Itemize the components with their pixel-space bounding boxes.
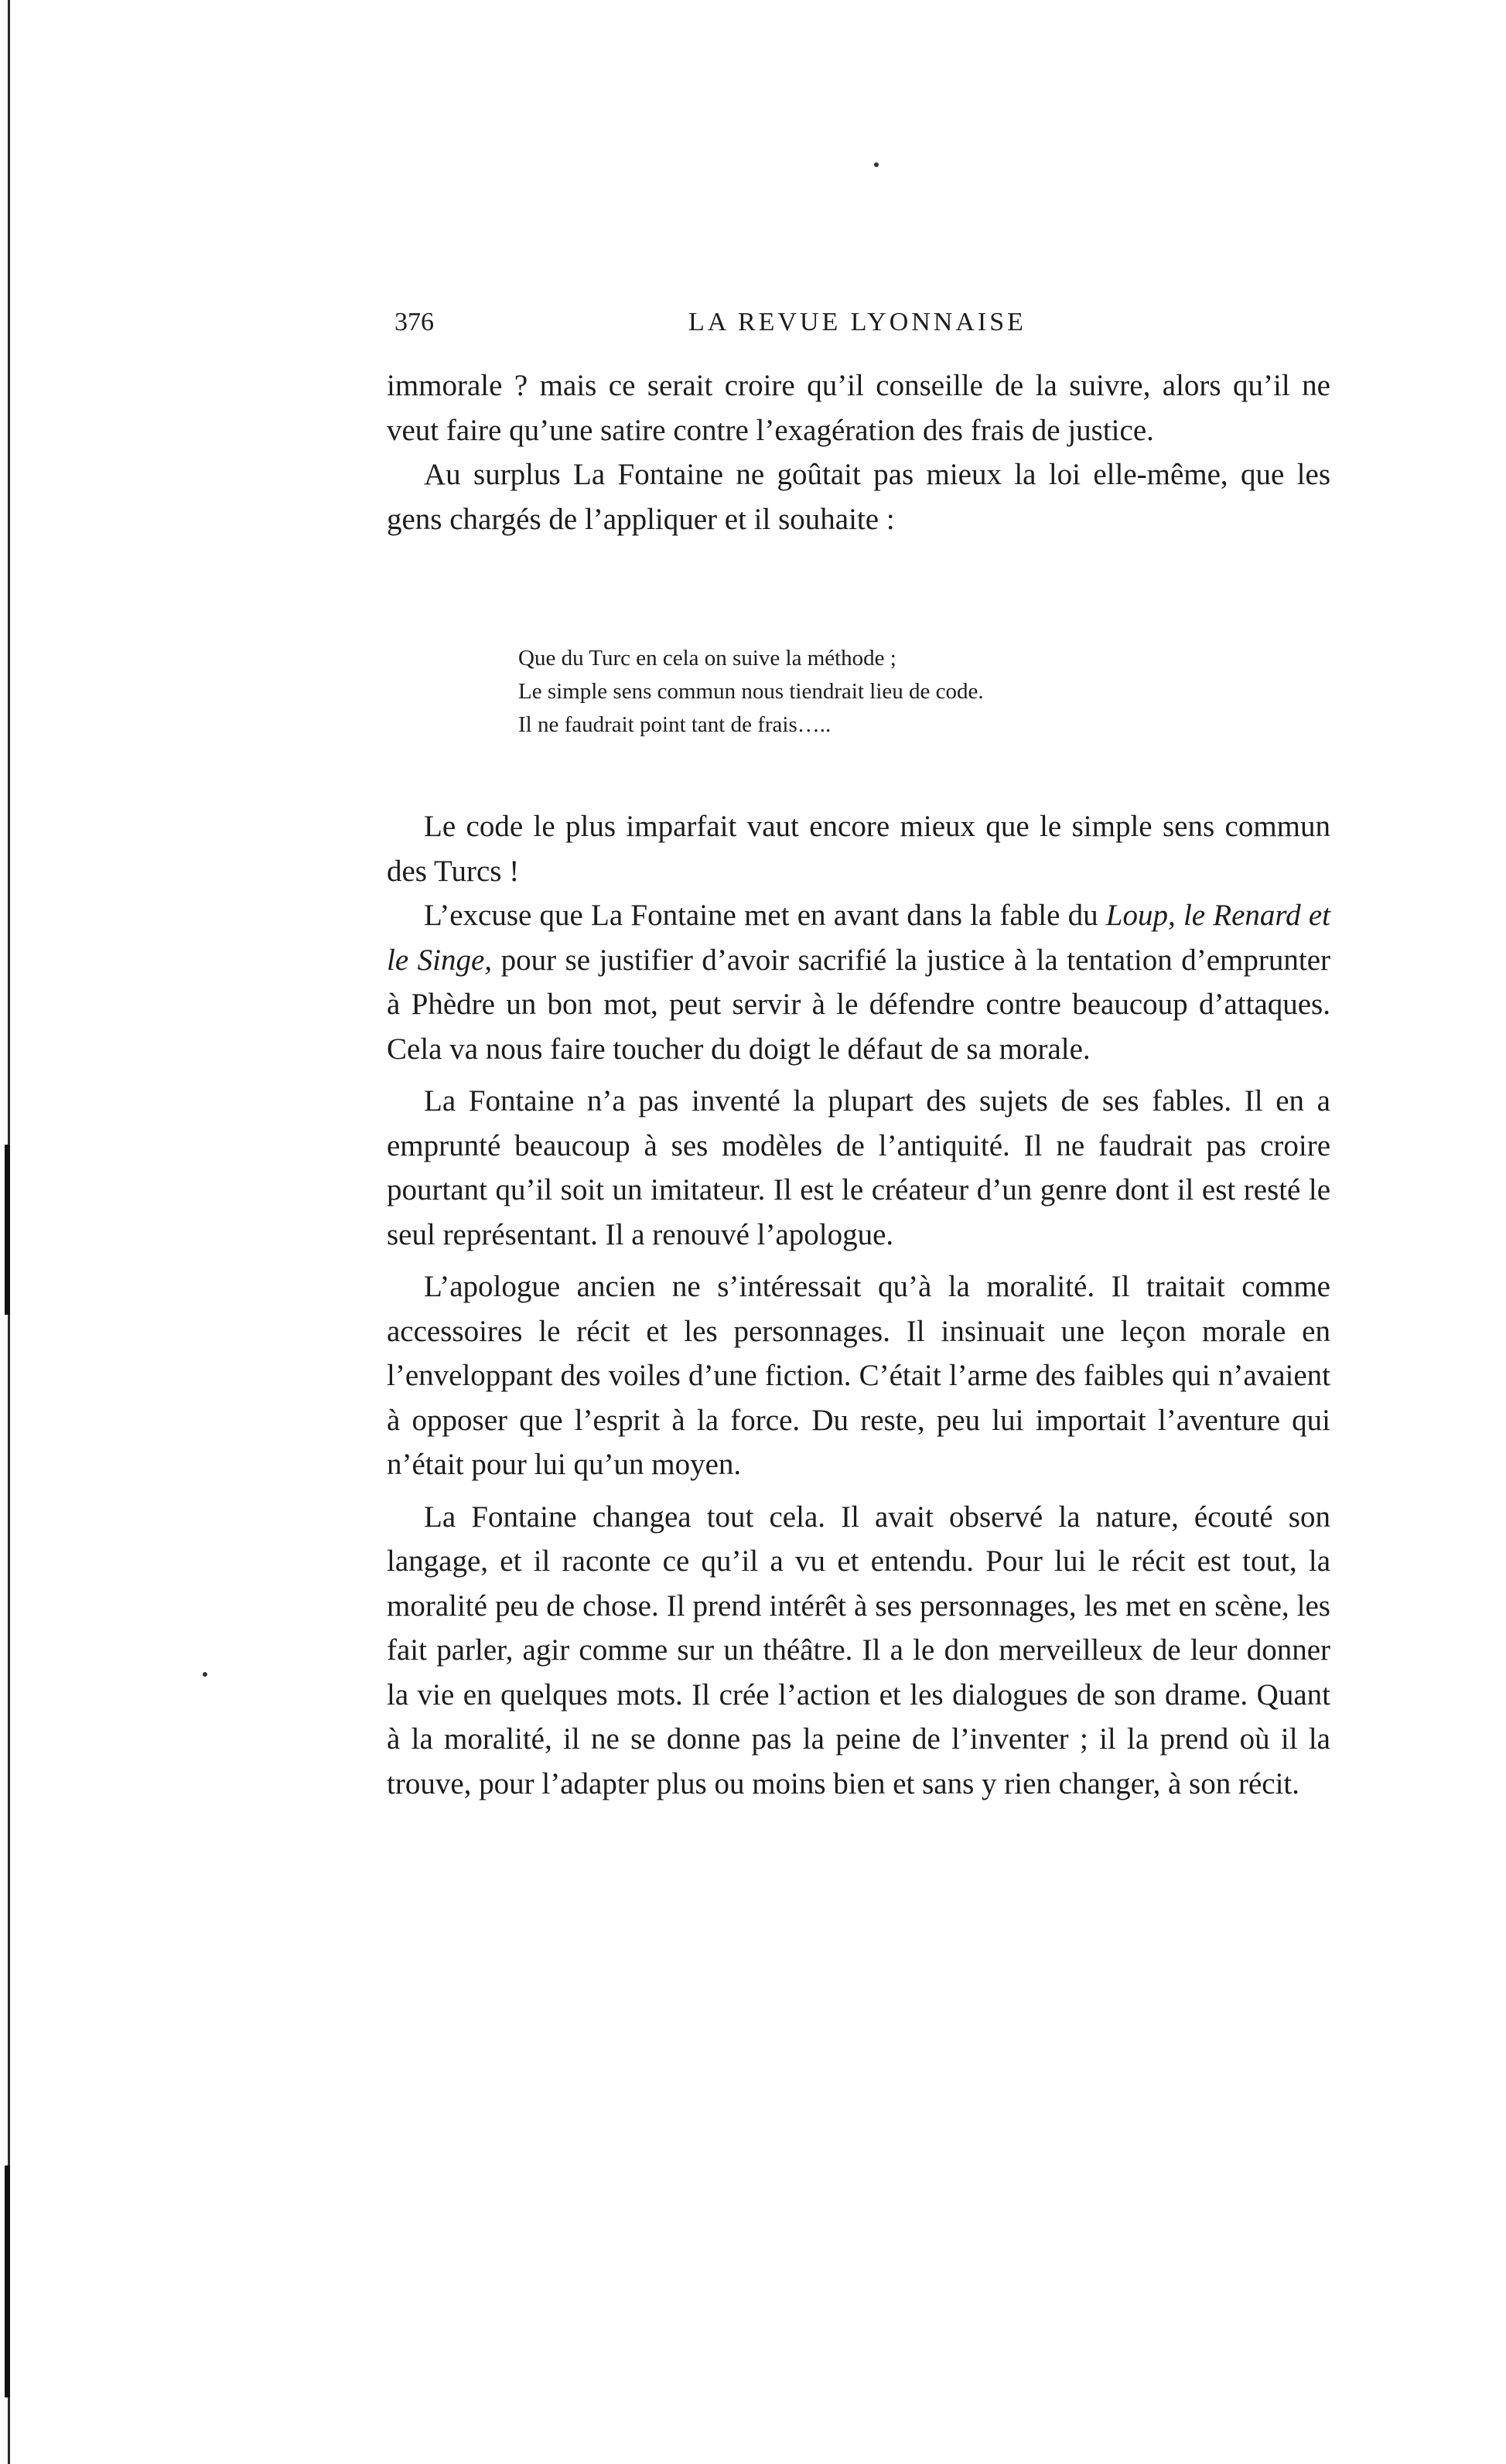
body-text-top [387, 363, 1330, 541]
paragraph [387, 893, 1330, 1071]
paragraph: Au surplus La Fontaine ne goûtait pas mieux la loi elle-même, que les gens chargés de l’appliquer et il souhaite : [387, 458, 1330, 536]
ink-speck [203, 1672, 207, 1677]
paragraph: immorale ? mais ce serait croire qu’il conseille de la suivre, alors qu’il ne veut faire qu’une satire contre l’exagération des frais de justice. [387, 369, 1330, 447]
verse-line: Le simple sens commun nous tiendrait lieu de code. [518, 679, 984, 704]
paragraph: La Fontaine n’a pas inventé la plupart des sujets de ses fables. Il en a emprunté beaucoup à ses modèles de l’antiquité. Il ne faudrait pas croire pourtant qu’il soit un imitateur. Il est le créateur d’un genre dont il est resté le seul représentant. Il a renouvé l’apologue. [387, 1084, 1330, 1251]
page-header [394, 308, 1330, 346]
ink-speck [874, 162, 879, 167]
verse-quotation [518, 642, 1214, 742]
binding-edge-shadow [5, 2165, 10, 2397]
body-text-main [387, 804, 1330, 1806]
paragraph-text: pour se justifier d’avoir sacrifié la justice à la tentation d’emprunter à Phèdre un bon mot, peut servir à le défendre contre beaucoup d’attaques. Cela va nous faire toucher du doigt le défaut de sa morale. [387, 943, 1330, 1066]
paragraph: La Fontaine changea tout cela. Il avait observé la nature, écouté son langage, et il raconte ce qu’il a vu et entendu. Pour lui le récit est tout, la moralité peu de chose. Il prend intérêt à ses personnages, les met en scène, les fait parler, agir comme sur un théâtre. Il a le don merveilleux de leur donner la vie en quelques mots. Il crée l’action et les dialogues de son drame. Quant à la moralité, il ne se donne pas la peine de l’inventer ; il la prend où il la trouve, pour l’adapter plus ou moins bien et sans y rien changer, à son récit. [387, 1500, 1330, 1800]
verse-line: Que du Turc en cela on suive la méthode ; [518, 646, 896, 671]
paragraph: L’apologue ancien ne s’intéressait qu’à la moralité. Il traitait comme accessoires le récit et les personnages. Il insinuait une leçon morale en l’enveloppant des voiles d’une fiction. C’était l’arme des faibles qui n’avaient à opposer que l’esprit à la force. Du reste, peu lui importait l’aventure qui n’était pour lui qu’un moyen. [387, 1270, 1330, 1481]
running-title: LA REVUE LYONNAISE [688, 308, 1026, 336]
page-number: 376 [394, 308, 434, 336]
verse-line: Il ne faudrait point tant de frais….. [518, 712, 832, 737]
binding-edge-shadow [5, 1145, 10, 1315]
paragraph: Le code le plus imparfait vaut encore mieux que le simple sens commun des Turcs ! [387, 810, 1330, 888]
paragraph-text: L’excuse que La Fontaine met en avant dans la fable du [424, 899, 1106, 932]
fable-title: Loup, le Renard et le Singe, [387, 899, 1330, 977]
